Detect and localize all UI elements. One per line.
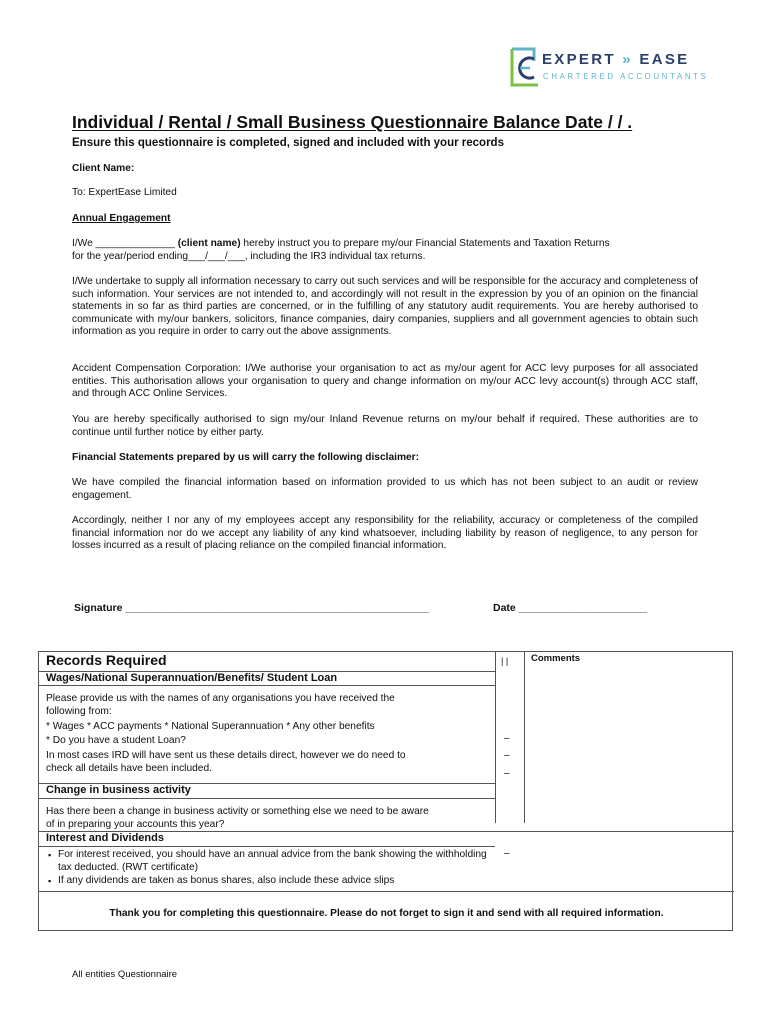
interest-body: [46, 849, 492, 887]
logo-arrow-icon: »: [622, 51, 633, 68]
client-name-placeholder: (client name): [177, 238, 241, 249]
interest-bullet: ▪ For interest received, you should have an annual advice from the bank showing the withholding tax deducted. (RWT certificate): [46, 849, 492, 875]
page-subtitle: Ensure this questionnaire is completed, signed and included with your records: [72, 137, 504, 149]
interest-bullet-list: [46, 849, 492, 887]
column-divider-comments: [524, 652, 525, 823]
logo-word-ease: EASE: [639, 51, 690, 68]
row-divider: [39, 798, 495, 799]
wages-line: In most cases IRD will have sent us these details direct, however we do need to: [46, 750, 406, 762]
engagement-prefix: I/We ______________: [72, 238, 178, 249]
date-field[interactable]: Date ______________________: [493, 602, 648, 614]
page-footer: All entities Questionnaire: [72, 969, 178, 980]
compiled-paragraph: We have compiled the financial information based on information provided to us which has not been subject to an audit or review engagement.: [72, 477, 698, 501]
interest-dividends-heading: Interest and Dividends: [46, 832, 164, 844]
page-title: Individual / Rental / Small Business Questionnaire Balance Date / / .: [72, 112, 633, 132]
column-divider-check: [495, 652, 496, 823]
check-column-header: | |: [501, 656, 509, 666]
wages-line: Please provide us with the names of any organisations you have received the: [46, 693, 395, 704]
records-required-table: [38, 651, 733, 931]
records-required-title: Records Required: [46, 652, 167, 668]
wages-line: * Wages * ACC payments * National Superannuation * Any other benefits: [46, 720, 375, 732]
logo-wordmark: [542, 51, 689, 68]
row-divider: [39, 685, 495, 686]
ird-paragraph: You are hereby specifically authorised to sign my/our Inland Revenue returns on my/our behalf if required. These authorities are to continue until further notice by either party.: [72, 414, 698, 438]
business-activity-body: [46, 806, 491, 832]
signature-field[interactable]: Signature ____________________________________________________: [74, 602, 430, 614]
wages-checkbox[interactable]: –: [504, 733, 510, 744]
undertake-paragraph: I/We undertake to supply all information necessary to carry out such services and will be responsible for the accuracy and completeness of such information. Your services are not intended to, and accordingly will not result in the expression by you of an opinion on the financial statements in so far as third parties are concerned, or in the fulfilling of any statutory audit requirements. You are hereby authorised to communicate with my/our bankers, solicitors, finance companies, dairy companies, suppliers and all government agencies to obtain such information as you require in order to carry out the above assignments.: [72, 276, 698, 338]
logo-mark-icon: [508, 45, 544, 90]
annual-engagement-heading: Annual Engagement: [72, 213, 171, 224]
acc-paragraph: Accident Compensation Corporation: I/We authorise your organisation to act as my/our agent for ACC levy purposes for all associated entities. This authorisation allows your organisation to query and change information on my/our ACC levy account(s) through ACC staff, and through ACC Online Services.: [72, 363, 698, 400]
engagement-line-1: [72, 238, 698, 251]
logo-tagline: CHARTERED ACCOUNTANTS: [543, 72, 709, 81]
wages-body: [46, 693, 491, 776]
engagement-line-2: for the year/period ending___/___/___, including the IR3 individual tax returns.: [72, 250, 426, 262]
wages-line: check all details have been included.: [46, 762, 212, 774]
wages-checkbox[interactable]: –: [504, 750, 510, 761]
thank-you-message: Thank you for completing this questionnaire. Please do not forget to sign it and send with all required information.: [109, 908, 664, 919]
to-line: To: ExpertEase Limited: [72, 187, 177, 198]
business-line: Has there been a change in business activity or something else we need to be aware: [46, 806, 429, 817]
client-name-label: Client Name:: [72, 163, 135, 174]
interest-checkbox[interactable]: –: [504, 848, 510, 859]
accordingly-paragraph: Accordingly, neither I nor any of my employees accept any responsibility for the reliability, accuracy or completeness of the compiled financial information nor do we accept any liability of any kind whatsoever, including liability by reason of negligence, to any person for losses incurred as a result of placing reliance on the compiled financial information.: [72, 515, 698, 552]
logo-word-expert: EXPERT: [542, 51, 616, 68]
row-divider: [39, 846, 495, 847]
wages-line: following from:: [46, 705, 112, 717]
company-logo: [508, 45, 708, 90]
wages-heading: Wages/National Superannuation/Benefits/ Student Loan: [46, 672, 338, 684]
row-divider: [39, 891, 734, 892]
business-line: of in preparing your accounts this year?: [46, 818, 225, 830]
engagement-paragraph: [72, 238, 698, 263]
comments-column-header: Comments: [531, 653, 581, 664]
engagement-rest: hereby instruct you to prepare my/our Financial Statements and Taxation Returns: [240, 238, 610, 249]
disclaimer-heading: Financial Statements prepared by us will carry the following disclaimer:: [72, 452, 420, 463]
interest-bullet: ▪ If any dividends are taken as bonus shares, also include these advice slips: [46, 875, 492, 888]
wages-checkbox[interactable]: –: [504, 768, 510, 779]
business-activity-heading: Change in business activity: [46, 784, 191, 796]
wages-line: * Do you have a student Loan?: [46, 735, 186, 747]
